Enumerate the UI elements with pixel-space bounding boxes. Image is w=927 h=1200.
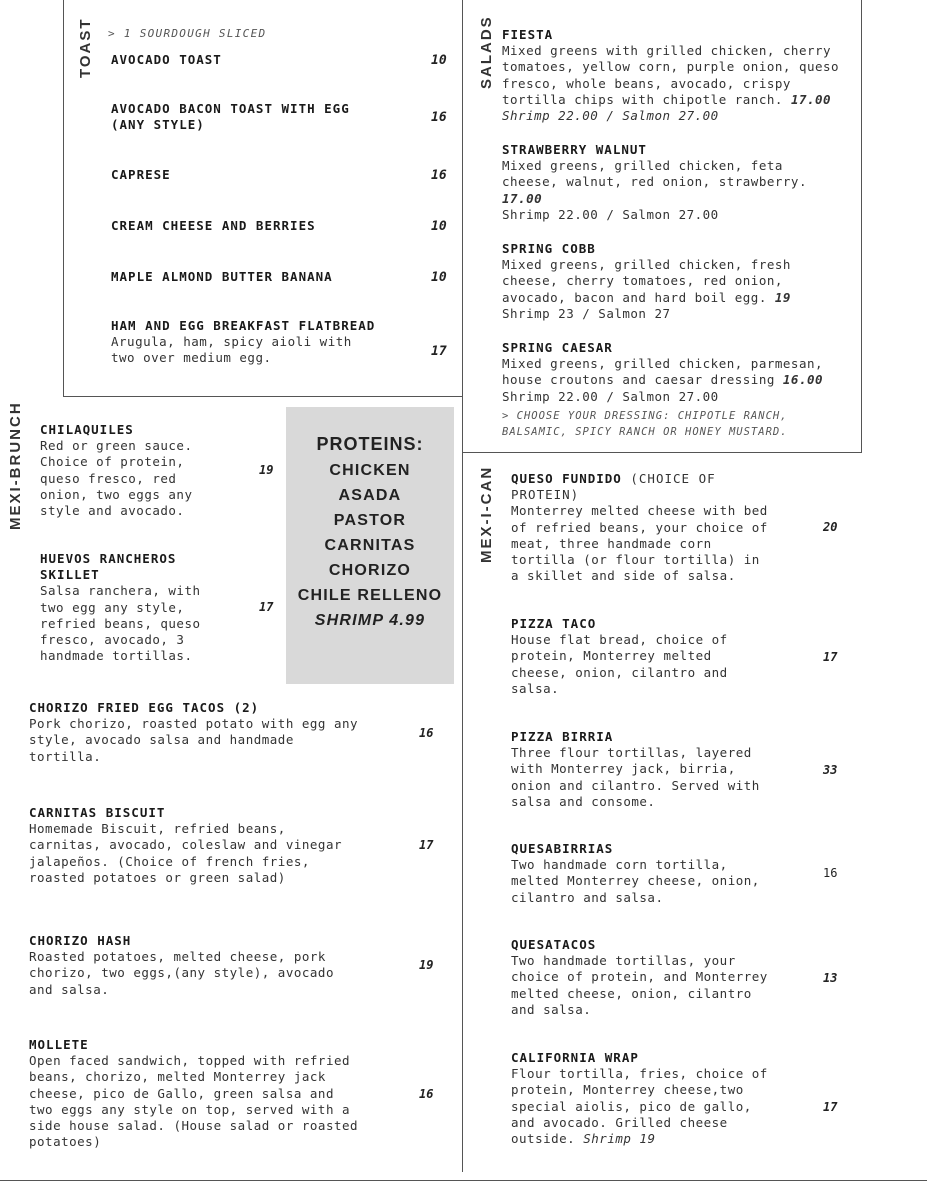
item-extra: Shrimp 22.00 / Salmon 27.00 — [502, 206, 719, 222]
brunch-chilaquiles — [40, 422, 193, 519]
menu-item-caprese — [111, 167, 171, 183]
item-description: Arugula, ham, spicy aioli with two over medium egg. — [111, 334, 352, 366]
item-description: Mixed greens, grilled chicken, parmesan, house croutons and caesar dressing 16.00 — [502, 356, 824, 388]
item-extra: Shrimp 19 — [583, 1131, 656, 1147]
salads-bottom-border — [462, 452, 862, 453]
item-name: SPRING COBB — [502, 241, 596, 256]
item-price: 10 — [431, 219, 447, 234]
item-description: Red or green sauce. Choice of protein, queso fresco, red onion, two eggs any style and avocado. — [40, 438, 193, 519]
item-price: 33 — [823, 763, 838, 777]
item-price: 16 — [431, 168, 447, 183]
item-name: CHORIZO HASH — [29, 933, 132, 948]
salad-strawberry-walnut — [502, 142, 807, 223]
item-price: 17 — [431, 344, 447, 359]
section-label-mexi-brunch: MEXI-BRUNCH — [7, 401, 24, 530]
item-price: 16.00 — [782, 372, 824, 388]
item-extra: Shrimp 22.00 / Salmon 27.00 — [502, 388, 719, 404]
protein-shrimp — [286, 608, 454, 633]
proteins-box — [286, 407, 454, 684]
toast-note: > 1 SOURDOUGH SLICED — [108, 27, 267, 40]
item-price: 16 — [419, 1087, 434, 1101]
item-name: CAPRESE — [111, 167, 171, 182]
protein-item: CHICKEN — [329, 462, 411, 479]
item-description: Pork chorizo, roasted potato with egg any style, avocado salsa and handmade tortilla. — [29, 716, 359, 764]
item-name: PIZZA BIRRIA — [511, 729, 614, 744]
menu-item-ham-egg-flatbread — [111, 318, 375, 367]
item-price: 17 — [419, 838, 434, 852]
item-price: 17.00 — [790, 91, 832, 107]
item-name: CREAM CHEESE AND BERRIES — [111, 218, 316, 233]
item-name: AVOCADO BACON TOAST WITH EGG (ANY STYLE) — [111, 101, 350, 133]
item-price: 17 — [259, 600, 274, 614]
item-extra: Shrimp 22.00 / Salmon 27.00 — [502, 108, 719, 124]
protein-item: CARNITAS — [324, 537, 416, 554]
item-name: STRAWBERRY WALNUT — [502, 142, 647, 157]
center-divider — [462, 0, 463, 1172]
item-price: 17.00 — [502, 190, 543, 206]
item-description: Mixed greens, grilled chicken, feta cheese, walnut, red onion, strawberry. — [502, 158, 807, 190]
section-label-mex-i-can: MEX-I-CAN — [478, 465, 495, 563]
item-name: SPRING CAESAR — [502, 340, 613, 355]
item-price: 13 — [823, 971, 838, 985]
item-name: CHORIZO FRIED EGG TACOS (2) — [29, 700, 260, 715]
menu-item-avocado-toast — [111, 52, 222, 68]
mexican-california-wrap — [511, 1050, 768, 1147]
mexican-pizza-birria — [511, 729, 760, 810]
item-description: Mixed greens with grilled chicken, cherry tomatoes, yellow corn, purple onion, queso fresco, whole beans, avocado, crispy tortilla chips with chipotle ranch. 17.00 — [502, 43, 840, 107]
item-description: Mixed greens, grilled chicken, fresh cheese, cherry tomatoes, red onion, avocado, bacon and hard boil egg. 19 — [502, 257, 791, 305]
item-description: Three flour tortillas, layered with Monterrey jack, birria, onion and cilantro. Served with salsa and consome. — [511, 745, 760, 809]
item-name: CALIFORNIA WRAP — [511, 1050, 639, 1065]
item-description: Flour tortilla, fries, choice of protein, Monterrey cheese,two special aiolis, pico de gallo, and avocado. Grilled cheese outside. Shrimp 19 — [511, 1066, 768, 1147]
item-price: 17 — [823, 1100, 838, 1114]
menu-item-maple-almond-butter-banana — [111, 269, 333, 285]
item-name: MAPLE ALMOND BUTTER BANANA — [111, 269, 333, 284]
item-name: HUEVOS RANCHEROS SKILLET — [40, 551, 177, 583]
item-extra: Shrimp 23 / Salmon 27 — [502, 305, 671, 321]
item-name-suffix: (CHOICE OF PROTEIN) — [511, 471, 716, 503]
proteins-title: PROTEINS: — [316, 434, 424, 454]
item-description: Roasted potatoes, melted cheese, pork chorizo, two eggs,(any style), avocado and salsa. — [29, 949, 334, 997]
item-name: QUESO FUNDIDO — [511, 471, 622, 486]
item-price: 20 — [823, 520, 838, 534]
item-name: CARNITAS BISCUIT — [29, 805, 166, 820]
toast-bottom-border — [63, 396, 463, 397]
item-name: CHILAQUILES — [40, 422, 134, 437]
salad-spring-caesar — [502, 340, 823, 405]
item-name: PIZZA TACO — [511, 616, 597, 631]
salad-fiesta — [502, 27, 839, 124]
salad-spring-cobb — [502, 241, 791, 322]
item-price: 16 — [823, 866, 838, 880]
item-description: Homemade Biscuit, refried beans, carnitas, avocado, coleslaw and vinegar jalapeños. (Choice of french fries, roasted potatoes or green salad) — [29, 821, 342, 885]
dressing-note: > CHOOSE YOUR DRESSING: CHIPOTLE RANCH, BALSAMIC, SPICY RANCH OR HONEY MUSTARD. — [502, 410, 788, 438]
protein-shrimp-label: SHRIMP 4.99 — [314, 612, 426, 629]
brunch-mollete — [29, 1037, 358, 1150]
item-price: 16 — [431, 110, 447, 125]
item-name: QUESATACOS — [511, 937, 597, 952]
protein-item: ASADA — [338, 487, 402, 504]
item-price: 16 — [419, 726, 434, 740]
item-name: AVOCADO TOAST — [111, 52, 222, 67]
item-description: Open faced sandwich, topped with refried beans, chorizo, melted Monterrey jack cheese, pico de Gallo, green salsa and two eggs any style on top, served with a side house salad. (House salad or roasted potatoes) — [29, 1053, 359, 1150]
item-price: 19 — [419, 958, 434, 972]
menu-item-avocado-bacon-toast — [111, 101, 350, 133]
brunch-chorizo-hash — [29, 933, 334, 998]
protein-item: CHILE RELLENO — [297, 587, 443, 604]
toast-left-border — [63, 0, 64, 397]
item-description: Salsa ranchera, with two egg any style, refried beans, queso fresco, avocado, 3 handmade tortillas. — [40, 583, 201, 664]
protein-item: PASTOR — [333, 512, 407, 529]
item-price: 17 — [823, 650, 838, 664]
brunch-carnitas-biscuit — [29, 805, 342, 886]
item-name: QUESABIRRIAS — [511, 841, 614, 856]
mexican-pizza-taco — [511, 616, 728, 697]
page-bottom-rule — [0, 1180, 927, 1181]
item-name: HAM AND EGG BREAKFAST FLATBREAD — [111, 318, 376, 333]
mexican-quesabirrias — [511, 841, 760, 906]
item-price: 19 — [774, 289, 791, 305]
brunch-huevos-rancheros — [40, 551, 201, 664]
item-name: MOLLETE — [29, 1037, 89, 1052]
item-description: Two handmade corn tortilla, melted Monterrey cheese, onion, cilantro and salsa. — [511, 857, 760, 905]
mexican-quesatacos — [511, 937, 768, 1018]
section-label-salads: SALADS — [478, 15, 495, 89]
protein-item: CHORIZO — [328, 562, 412, 579]
menu-item-cream-cheese-berries — [111, 218, 316, 234]
item-description: Two handmade tortillas, your choice of protein, and Monterrey melted cheese, onion, cilantro and salsa. — [511, 953, 768, 1017]
section-label-toast: TOAST — [77, 17, 94, 78]
item-description: Monterrey melted cheese with bed of refried beans, your choice of meat, three handmade corn tortilla (or flour tortilla) in a skillet and side of salsa. — [511, 503, 768, 584]
item-description: House flat bread, choice of protein, Monterrey melted cheese, onion, cilantro and salsa. — [511, 632, 728, 696]
mexican-queso-fundido — [511, 471, 768, 584]
item-price: 10 — [431, 270, 447, 285]
item-price: 19 — [259, 463, 274, 477]
item-name: FIESTA — [502, 27, 554, 42]
item-price: 10 — [431, 53, 447, 68]
brunch-chorizo-fried-egg-tacos — [29, 700, 358, 765]
salads-right-border — [861, 0, 862, 453]
